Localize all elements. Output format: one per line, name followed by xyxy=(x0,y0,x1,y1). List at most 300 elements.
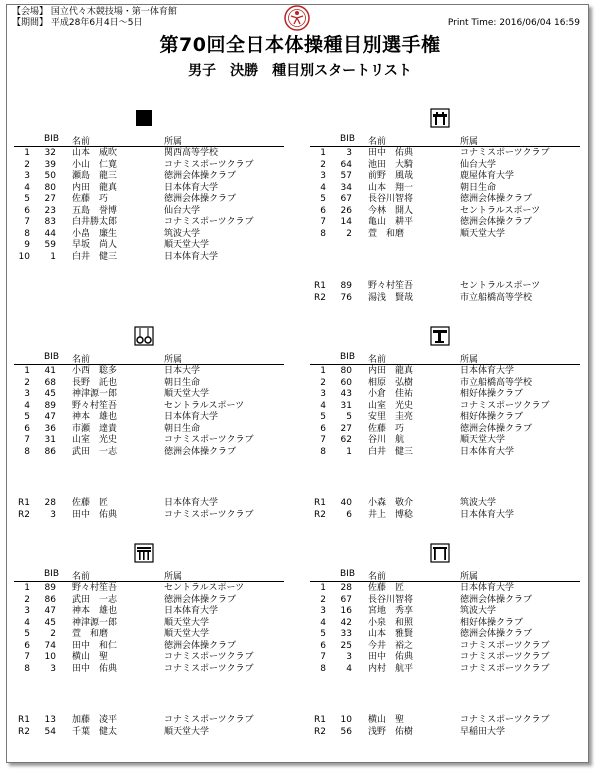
table-row xyxy=(310,664,580,676)
athlete-club: コナミスポーツクラブ xyxy=(460,640,550,651)
athlete-name: 萱 和磨 xyxy=(72,629,109,639)
table-row xyxy=(310,412,580,424)
start-order: 3 xyxy=(24,606,30,616)
table-row xyxy=(14,183,284,195)
athlete-name: 白井勝太郎 xyxy=(72,217,118,227)
bib-number: 60 xyxy=(340,377,352,388)
table-row xyxy=(310,171,580,183)
athlete-club: コナミスポーツクラブ xyxy=(164,159,254,170)
athlete-name: 今井 裕之 xyxy=(368,640,414,651)
bib-number: 3 xyxy=(346,148,352,158)
athlete-name: 小森 敬介 xyxy=(368,498,414,508)
bib-header: BIB xyxy=(44,134,60,144)
bib-header: BIB xyxy=(340,134,356,144)
bib-number: 68 xyxy=(44,377,56,388)
athlete-club: 市立船橋高等学校 xyxy=(460,377,533,388)
bib-number: 10 xyxy=(340,715,352,725)
bib-number: 74 xyxy=(44,640,56,651)
start-order: R1 xyxy=(314,498,326,508)
table-row xyxy=(14,606,284,618)
start-order: R2 xyxy=(314,292,326,303)
table-row xyxy=(14,229,284,241)
athlete-name: 小畠 廉生 xyxy=(72,228,118,239)
table-row xyxy=(310,389,580,401)
start-order: 8 xyxy=(320,228,326,239)
athlete-club: コナミスポーツクラブ xyxy=(460,400,550,411)
start-order: 6 xyxy=(320,640,326,651)
federation-logo-icon xyxy=(284,5,310,31)
athlete-club: 日本体育大学 xyxy=(164,251,219,262)
club-header: 所属 xyxy=(460,355,479,365)
athlete-club: 順天堂大学 xyxy=(164,629,210,639)
bib-number: 3 xyxy=(346,652,352,662)
period-line: 【期間】 平成28年6月4日～5日 xyxy=(12,18,143,28)
start-list xyxy=(14,148,284,263)
athlete-club: コナミスポーツクラブ xyxy=(460,652,550,662)
start-order: 4 xyxy=(320,400,326,411)
athlete-club: 徳洲会体操クラブ xyxy=(460,594,533,605)
athlete-name: 野々村笙吾 xyxy=(368,281,414,291)
start-order: 3 xyxy=(320,171,326,181)
start-list xyxy=(310,583,580,675)
horizontal-bar-icon xyxy=(430,543,450,563)
start-order: 6 xyxy=(24,205,30,216)
table-row xyxy=(310,229,580,241)
start-list xyxy=(310,366,580,458)
start-order: 7 xyxy=(24,652,30,662)
athlete-club: 順天堂大学 xyxy=(164,389,210,399)
bib-number: 76 xyxy=(340,292,352,303)
athlete-club: 日本大学 xyxy=(164,366,201,376)
athlete-club: 徳洲会体操クラブ xyxy=(460,217,533,227)
start-order: 5 xyxy=(24,412,30,422)
bib-header: BIB xyxy=(340,352,356,362)
start-order: R1 xyxy=(18,715,30,725)
table-row xyxy=(14,412,284,424)
athlete-name: 佐藤 巧 xyxy=(368,423,405,434)
start-order: 8 xyxy=(320,663,326,674)
bib-number: 80 xyxy=(44,182,56,193)
start-order: R1 xyxy=(314,715,326,725)
athlete-club: 相好体操クラブ xyxy=(460,389,524,399)
table-row xyxy=(310,629,580,641)
bib-number: 40 xyxy=(340,498,352,508)
athlete-name: 横山 聖 xyxy=(72,652,109,662)
name-header: 名前 xyxy=(368,137,387,147)
bib-number: 47 xyxy=(44,606,56,616)
table-row xyxy=(14,389,284,401)
bib-number: 6 xyxy=(346,509,352,520)
bib-number: 50 xyxy=(44,171,56,181)
athlete-name: 五島 誉博 xyxy=(72,205,118,216)
reserve-list xyxy=(14,715,284,738)
table-row xyxy=(310,206,580,218)
bib-number: 89 xyxy=(44,400,56,411)
club-header: 所属 xyxy=(460,572,479,582)
table-row xyxy=(310,401,580,413)
athlete-name: 内田 龍真 xyxy=(368,366,414,376)
bib-number: 47 xyxy=(44,412,56,422)
table-row xyxy=(310,652,580,664)
start-order: 5 xyxy=(24,194,30,204)
bib-number: 36 xyxy=(44,423,56,434)
athlete-club: セントラルスポーツ xyxy=(460,281,541,291)
athlete-club: 徳洲会体操クラブ xyxy=(164,640,237,651)
athlete-club: 日本体育大学 xyxy=(460,509,515,520)
start-order: 7 xyxy=(320,217,326,227)
athlete-name: 白井 健三 xyxy=(368,446,414,457)
start-order: 7 xyxy=(24,217,30,227)
start-order: 5 xyxy=(320,194,326,204)
table-row xyxy=(310,435,580,447)
start-order: 8 xyxy=(24,446,30,457)
column-header xyxy=(14,134,284,145)
bib-number: 31 xyxy=(340,400,352,411)
athlete-name: 山室 光史 xyxy=(368,400,414,411)
start-order: 1 xyxy=(24,366,30,376)
athlete-name: 池田 大騎 xyxy=(368,159,414,170)
name-header: 名前 xyxy=(72,137,91,147)
header-divider xyxy=(14,364,284,365)
athlete-name: 田中 和仁 xyxy=(72,640,118,651)
athlete-club: 相好体操クラブ xyxy=(460,617,524,628)
athlete-name: 佐藤 匠 xyxy=(368,583,405,593)
print-time: Print Time: 2016/06/04 16:59 xyxy=(447,18,580,28)
start-order: 1 xyxy=(320,583,326,593)
athlete-club: コナミスポーツクラブ xyxy=(460,715,550,725)
table-row xyxy=(310,293,580,305)
table-row xyxy=(310,727,580,739)
start-order: R2 xyxy=(314,726,326,737)
athlete-name: 安里 圭亮 xyxy=(368,412,414,422)
start-order: 2 xyxy=(24,377,30,388)
column-header xyxy=(310,352,580,363)
athlete-name: 白井 健三 xyxy=(72,251,118,262)
name-header: 名前 xyxy=(72,572,91,582)
bib-number: 86 xyxy=(44,446,56,457)
athlete-club: 日本体育大学 xyxy=(164,182,219,193)
table-row xyxy=(14,595,284,607)
table-row xyxy=(14,641,284,653)
athlete-name: 山本 雅賢 xyxy=(368,629,414,639)
reserve-list xyxy=(14,498,284,521)
bib-header: BIB xyxy=(44,352,60,362)
start-order: 5 xyxy=(24,629,30,639)
athlete-name: 内村 航平 xyxy=(368,663,414,674)
table-row xyxy=(14,206,284,218)
athlete-name: 井上 博稔 xyxy=(368,509,414,520)
athlete-name: 内田 龍真 xyxy=(72,182,118,193)
rings-icon xyxy=(134,326,154,346)
bib-number: 67 xyxy=(340,594,352,605)
venue-line: 【会場】 国立代々木競技場・第一体育館 xyxy=(12,7,177,17)
athlete-name: 浅野 佑樹 xyxy=(368,726,414,737)
athlete-club: 順天堂大学 xyxy=(164,726,210,737)
athlete-club: 徳洲会体操クラブ xyxy=(164,194,237,204)
table-row xyxy=(14,194,284,206)
bib-number: 14 xyxy=(340,217,352,227)
athlete-name: 武田 一志 xyxy=(72,446,118,457)
table-row xyxy=(310,618,580,630)
athlete-club: 日本体育大学 xyxy=(164,498,219,508)
bib-header: BIB xyxy=(340,569,356,579)
start-order: R1 xyxy=(314,281,326,291)
bib-number: 16 xyxy=(340,606,352,616)
table-row xyxy=(14,583,284,595)
start-order: R2 xyxy=(18,726,30,737)
athlete-name: 武田 一志 xyxy=(72,594,118,605)
start-order: 8 xyxy=(24,663,30,674)
bib-number: 1 xyxy=(346,446,352,457)
athlete-club: コナミスポーツクラブ xyxy=(164,509,254,520)
bib-number: 43 xyxy=(340,389,352,399)
table-row xyxy=(14,498,284,510)
athlete-club: 日本体育大学 xyxy=(460,446,515,457)
bib-number: 33 xyxy=(340,629,352,639)
athlete-club: 相好体操クラブ xyxy=(460,412,524,422)
athlete-name: 小倉 佳祐 xyxy=(368,389,414,399)
start-order: 6 xyxy=(320,205,326,216)
table-row xyxy=(14,252,284,264)
table-row xyxy=(310,595,580,607)
start-order: 2 xyxy=(320,594,326,605)
column-header xyxy=(14,569,284,580)
athlete-name: 亀山 耕平 xyxy=(368,217,414,227)
athlete-name: 谷川 航 xyxy=(368,435,405,445)
bib-number: 89 xyxy=(340,281,352,291)
start-order: 3 xyxy=(24,171,30,181)
reserve-list xyxy=(310,281,580,304)
bib-number: 67 xyxy=(340,194,352,204)
start-order: 4 xyxy=(24,182,30,193)
athlete-name: 田中 佑典 xyxy=(368,652,414,662)
athlete-name: 横山 聖 xyxy=(368,715,405,725)
athlete-name: 早坂 尚人 xyxy=(72,240,118,250)
bib-number: 28 xyxy=(340,583,352,593)
bib-number: 3 xyxy=(50,509,56,520)
table-row xyxy=(310,194,580,206)
athlete-name: 今林 開人 xyxy=(368,205,414,216)
bib-number: 28 xyxy=(44,498,56,508)
start-order: 7 xyxy=(320,435,326,445)
start-order: 7 xyxy=(24,435,30,445)
column-header xyxy=(14,352,284,363)
bib-number: 5 xyxy=(346,412,352,422)
athlete-club: 順天堂大学 xyxy=(460,228,506,239)
athlete-club: コナミスポーツクラブ xyxy=(164,652,254,662)
athlete-club: コナミスポーツクラブ xyxy=(460,663,550,674)
bib-number: 34 xyxy=(340,182,352,193)
bib-number: 80 xyxy=(340,366,352,376)
athlete-name: 市瀬 達貴 xyxy=(72,423,118,434)
bib-number: 39 xyxy=(44,159,56,170)
table-row xyxy=(14,618,284,630)
start-order: 9 xyxy=(24,240,30,250)
athlete-name: 小泉 和照 xyxy=(368,617,414,628)
table-row xyxy=(14,447,284,459)
bib-number: 56 xyxy=(340,726,352,737)
start-order: 4 xyxy=(320,182,326,193)
table-row xyxy=(310,606,580,618)
bib-number: 1 xyxy=(50,251,56,262)
athlete-club: 順天堂大学 xyxy=(164,240,210,250)
table-row xyxy=(310,641,580,653)
athlete-club: 徳洲会体操クラブ xyxy=(460,194,533,204)
athlete-club: 徳洲会体操クラブ xyxy=(164,446,237,457)
table-row xyxy=(310,583,580,595)
start-order: 4 xyxy=(24,617,30,628)
athlete-name: 神津源一郎 xyxy=(72,617,118,628)
name-header: 名前 xyxy=(368,572,387,582)
athlete-club: 順天堂大学 xyxy=(164,617,210,628)
athlete-club: コナミスポーツクラブ xyxy=(164,715,254,725)
table-row xyxy=(14,629,284,641)
start-order: 3 xyxy=(320,389,326,399)
athlete-club: 順天堂大学 xyxy=(460,435,506,445)
athlete-name: 長谷川智将 xyxy=(368,594,414,605)
table-row xyxy=(14,378,284,390)
table-row xyxy=(14,148,284,160)
table-row xyxy=(14,401,284,413)
athlete-club: セントラルスポーツ xyxy=(460,205,541,216)
table-row xyxy=(14,664,284,676)
athlete-club: 早稲田大学 xyxy=(460,726,506,737)
athlete-name: 山室 光史 xyxy=(72,435,118,445)
athlete-club: セントラルスポーツ xyxy=(164,400,245,411)
athlete-name: 神本 雄也 xyxy=(72,412,118,422)
start-order: 6 xyxy=(24,423,30,434)
bib-number: 31 xyxy=(44,435,56,445)
header-divider xyxy=(310,146,580,147)
athlete-club: セントラルスポーツ xyxy=(164,583,245,593)
athlete-name: 佐藤 匠 xyxy=(72,498,109,508)
bib-number: 27 xyxy=(44,194,56,204)
athlete-club: 日本体育大学 xyxy=(460,366,515,376)
club-header: 所属 xyxy=(164,137,183,147)
athlete-club: 日本体育大学 xyxy=(460,583,515,593)
athlete-club: 筑波大学 xyxy=(164,228,201,239)
bib-number: 23 xyxy=(44,205,56,216)
reserve-list xyxy=(310,715,580,738)
start-order: 5 xyxy=(320,629,326,639)
start-order: 2 xyxy=(24,159,30,170)
athlete-name: 田中 佑典 xyxy=(72,663,118,674)
athlete-club: コナミスポーツクラブ xyxy=(164,217,254,227)
bib-number: 89 xyxy=(44,583,56,593)
parallel-bars-icon xyxy=(134,543,154,563)
athlete-club: 筑波大学 xyxy=(460,498,497,508)
table-row xyxy=(14,217,284,229)
bib-number: 32 xyxy=(44,148,56,158)
table-row xyxy=(310,366,580,378)
table-row xyxy=(310,217,580,229)
bib-number: 13 xyxy=(44,715,56,725)
floor-exercise-icon xyxy=(134,108,154,128)
athlete-club: 仙台大学 xyxy=(460,159,497,170)
athlete-name: 相原 弘樹 xyxy=(368,377,414,388)
athlete-club: 日本体育大学 xyxy=(164,606,219,616)
start-order: 1 xyxy=(320,366,326,376)
athlete-name: 長野 託也 xyxy=(72,377,118,388)
start-order: 3 xyxy=(320,606,326,616)
start-order: 10 xyxy=(18,251,30,262)
start-order: 4 xyxy=(320,617,326,628)
bib-number: 44 xyxy=(44,228,56,239)
table-row xyxy=(14,435,284,447)
header-divider xyxy=(310,364,580,365)
bib-number: 45 xyxy=(44,389,56,399)
start-order: R2 xyxy=(18,509,30,520)
athlete-club: 朝日生命 xyxy=(164,423,201,434)
table-row xyxy=(14,727,284,739)
athlete-name: 山本 翔一 xyxy=(368,182,414,193)
start-order: 1 xyxy=(24,583,30,593)
table-row xyxy=(310,715,580,727)
page-title: 第70回全日本体操種目別選手権 xyxy=(159,34,441,56)
athlete-club: 関西高等学校 xyxy=(164,148,219,158)
table-row xyxy=(310,281,580,293)
athlete-name: 宮地 秀享 xyxy=(368,606,414,616)
athlete-name: 野々村笙吾 xyxy=(72,400,118,411)
table-row xyxy=(14,652,284,664)
club-header: 所属 xyxy=(460,137,479,147)
athlete-name: 萱 和磨 xyxy=(368,228,405,239)
start-order: 7 xyxy=(320,652,326,662)
bib-number: 54 xyxy=(44,726,56,737)
athlete-club: 筑波大学 xyxy=(460,606,497,616)
bib-number: 2 xyxy=(50,629,56,639)
page-subtitle: 男子 決勝 種目別スタートリスト xyxy=(188,63,412,79)
athlete-name: 佐藤 巧 xyxy=(72,194,109,204)
club-header: 所属 xyxy=(164,355,183,365)
athlete-name: 瀬島 龍三 xyxy=(72,171,118,181)
start-list xyxy=(14,583,284,675)
column-header xyxy=(310,134,580,145)
start-order: 2 xyxy=(320,377,326,388)
start-list xyxy=(14,366,284,458)
start-order: R2 xyxy=(314,509,326,520)
start-order: 4 xyxy=(24,400,30,411)
table-row xyxy=(14,160,284,172)
name-header: 名前 xyxy=(368,355,387,365)
start-order: 2 xyxy=(320,159,326,170)
athlete-club: 鹿屋体育大学 xyxy=(460,171,515,181)
athlete-club: コナミスポーツクラブ xyxy=(164,435,254,445)
athlete-club: 市立船橋高等学校 xyxy=(460,292,533,303)
bib-number: 45 xyxy=(44,617,56,628)
table-row xyxy=(14,715,284,727)
column-header xyxy=(310,569,580,580)
athlete-name: 前野 風哉 xyxy=(368,171,414,181)
table-row xyxy=(14,424,284,436)
club-header: 所属 xyxy=(164,572,183,582)
start-order: 2 xyxy=(24,594,30,605)
table-row xyxy=(310,424,580,436)
bib-number: 2 xyxy=(346,228,352,239)
table-row xyxy=(310,498,580,510)
bib-number: 41 xyxy=(44,366,56,376)
bib-number: 83 xyxy=(44,217,56,227)
table-row xyxy=(14,366,284,378)
athlete-name: 湯浅 賢哉 xyxy=(368,292,414,303)
athlete-name: 小西 聡多 xyxy=(72,366,118,376)
athlete-name: 千葉 健太 xyxy=(72,726,118,737)
athlete-name: 小山 仁寛 xyxy=(72,159,118,170)
name-header: 名前 xyxy=(72,355,91,365)
start-order: 1 xyxy=(24,148,30,158)
table-row xyxy=(310,447,580,459)
table-row xyxy=(14,171,284,183)
